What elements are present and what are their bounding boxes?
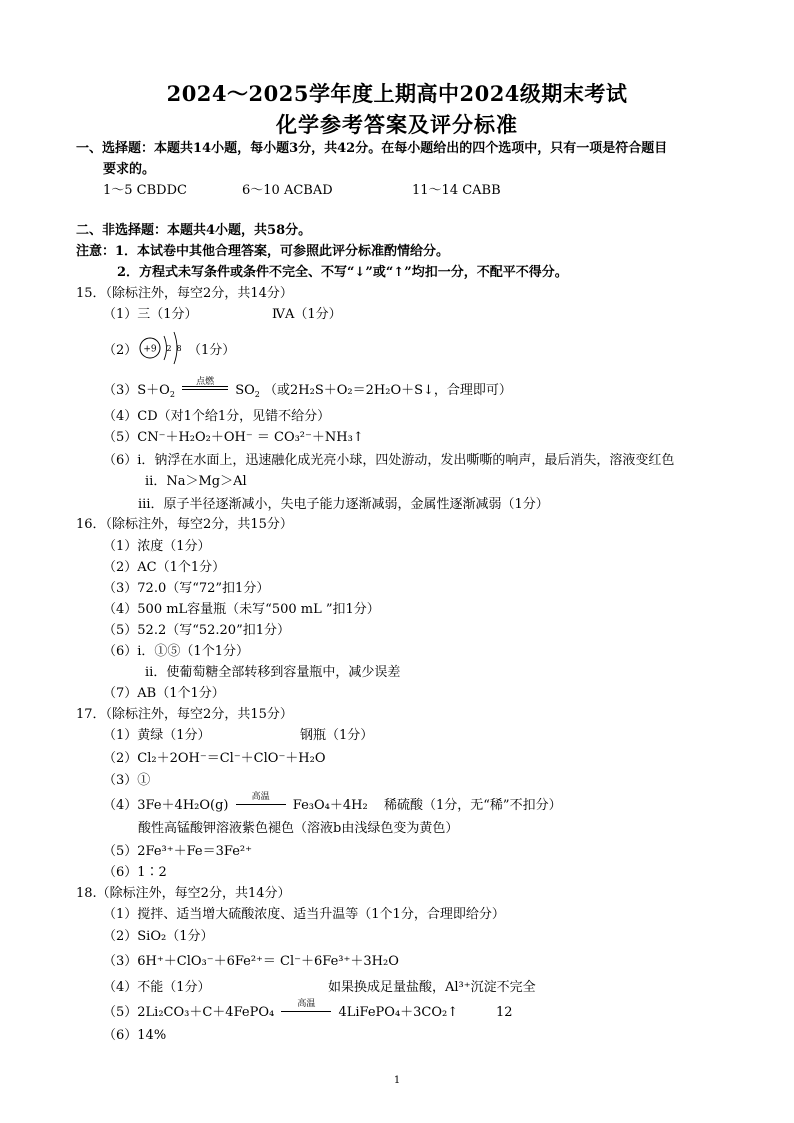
q17-answer-4	[103, 792, 368, 815]
reaction-condition	[236, 792, 286, 815]
answer-key-title: 化学参考答案及评分标准	[276, 112, 518, 137]
q16-answer-4: （4）500 mL容量瓶（未写“500 mL ”扣1分）	[103, 602, 380, 617]
q15-heading: 15．（除标注外，每空2分，共14分）	[76, 286, 293, 301]
q17-heading: 17．（除标注外，每空2分，共15分）	[76, 707, 293, 722]
q15-answer-4: （4）CD（对1个给1分，见错不给分）	[103, 409, 331, 424]
q17-eq4-reactants: （4）3Fe＋4H₂O(g)	[103, 798, 229, 813]
q18-answer-4a: （4）不能（1分）	[103, 980, 211, 995]
condition-label: 高温	[297, 999, 316, 1009]
q17-answer-5: （5）2Fe³⁺＋Fe＝3Fe²⁺	[103, 844, 252, 859]
q15-answer-3	[103, 377, 512, 404]
q15-answer-5: （5）CN⁻＋H₂O₂＋OH⁻ ＝ CO₃²⁻＋NH₃↑	[103, 430, 364, 445]
reaction-condition	[281, 999, 331, 1022]
atom-nucleus-charge: +9	[143, 344, 157, 355]
q15-answer-6i: （6）ⅰ．钠浮在水面上，迅速融化成光亮小球，四处游动，发出嘶嘶的响声，最后消失，溶液变红色	[103, 453, 675, 468]
fluoride-ion-structure-diagram	[138, 328, 188, 368]
subscript: 2	[254, 390, 260, 399]
q17-answer-2: （2）Cl₂＋2OH⁻＝Cl⁻＋ClO⁻＋H₂O	[103, 751, 326, 766]
note-2: 2．方程式未写条件或条件不完全、不写“↓”或“↑”均扣一分，不配平不得分。	[117, 265, 568, 280]
atom-shell-2-electrons: 8	[176, 344, 182, 353]
q16-answer-6i: （6）ⅰ．①⑤（1个1分）	[103, 644, 249, 659]
q15-eq3-product: SO	[235, 383, 255, 398]
q18-answer-5b: 12	[496, 1005, 513, 1020]
condition-label: 点燃	[196, 377, 215, 387]
q15-answer-6iii: ⅲ．原子半径逐渐减小，失电子能力逐渐减弱，金属性逐渐减弱（1分）	[138, 497, 549, 512]
q15-answer-2-label: （2）	[103, 343, 138, 358]
q15-answer-1a: （1）三（1分）	[103, 307, 198, 322]
q17-answer-6: （6）1∶2	[103, 865, 167, 880]
q17-answer-3: （3）①	[103, 773, 151, 788]
subscript: 2	[169, 390, 175, 399]
q18-answer-2: （2）SiO₂（1分）	[103, 929, 214, 944]
q16-answer-1: （1）浓度（1分）	[103, 539, 211, 554]
note-1: 注意：1．本试卷中其他合理答案，可参照此评分标准酌情给分。	[76, 244, 450, 259]
section1-heading-cont: 要求的。	[103, 162, 156, 177]
q17-answer-1a: （1）黄绿（1分）	[103, 728, 211, 743]
section1-heading: 一、选择题：本题共14小题，每小题3分，共42分。在每小题给出的四个选项中，只有一项是符合题目	[76, 141, 668, 156]
q18-eq5-products: 4LiFePO₄＋3CO₂↑	[338, 1005, 459, 1020]
atom-shell-1-electrons: 2	[166, 344, 172, 353]
q16-answer-5: （5）52.2（写“52.20”扣1分）	[103, 623, 290, 638]
q18-answer-6: （6）14%	[103, 1028, 167, 1043]
mc-answers-6-10: 6～10 ACBAD	[242, 183, 333, 198]
q18-heading: 18.（除标注外，每空2分，共14分）	[76, 886, 291, 901]
q16-heading: 16．（除标注外，每空2分，共15分）	[76, 517, 293, 532]
reaction-condition	[182, 377, 228, 400]
q18-answer-4b: 如果换成足量盐酸，Al³⁺沉淀不完全	[328, 980, 536, 995]
q15-eq3-alt: （或2H₂S＋O₂＝2H₂O＋S↓，合理即可）	[264, 383, 512, 398]
q17-eq4-products: Fe₃O₄＋4H₂	[292, 798, 368, 813]
q18-answer-5	[103, 999, 459, 1022]
q15-answer-2-score: （1分）	[188, 343, 236, 358]
exam-title: 2024～2025学年度上期高中2024级期末考试	[166, 81, 628, 106]
condition-label: 高温	[251, 792, 270, 802]
q16-answer-3: （3）72.0（写“72”扣1分）	[103, 581, 270, 596]
mc-answers-1-5: 1～5 CBDDC	[103, 183, 187, 198]
q15-answer-1b: ⅣA（1分）	[272, 307, 342, 322]
q16-answer-7: （7）AB（1个1分）	[103, 686, 225, 701]
q15-eq3-reactants: （3）S＋O	[103, 383, 170, 398]
q18-answer-3: （3）6H⁺＋ClO₃⁻＋6Fe²⁺＝ Cl⁻＋6Fe³⁺＋3H₂O	[103, 954, 399, 969]
q16-answer-6ii: ⅱ．使葡萄糖全部转移到容量瓶中，减少误差	[145, 665, 401, 680]
q18-eq5-reactants: （5）2Li₂CO₃＋C＋4FePO₄	[103, 1005, 275, 1020]
q17-answer-4c: 酸性高锰酸钾溶液紫色褪色（溶液b由浅绿色变为黄色）	[138, 821, 459, 836]
q18-answer-1: （1）搅拌、适当增大硫酸浓度、适当升温等（1个1分，合理即给分）	[103, 907, 505, 922]
q17-answer-4b: 稀硫酸（1分，无“稀”不扣分）	[384, 798, 562, 813]
page-number: 1	[393, 1075, 401, 1086]
section2-heading: 二、非选择题：本题共4小题，共58分。	[76, 223, 312, 238]
q16-answer-2: （2）AC（1个1分）	[103, 560, 226, 575]
q17-answer-1b: 钢瓶（1分）	[300, 728, 374, 743]
mc-answers-11-14: 11～14 CABB	[412, 183, 501, 198]
q15-answer-6ii: ⅱ．Na＞Mg＞Al	[145, 474, 247, 489]
